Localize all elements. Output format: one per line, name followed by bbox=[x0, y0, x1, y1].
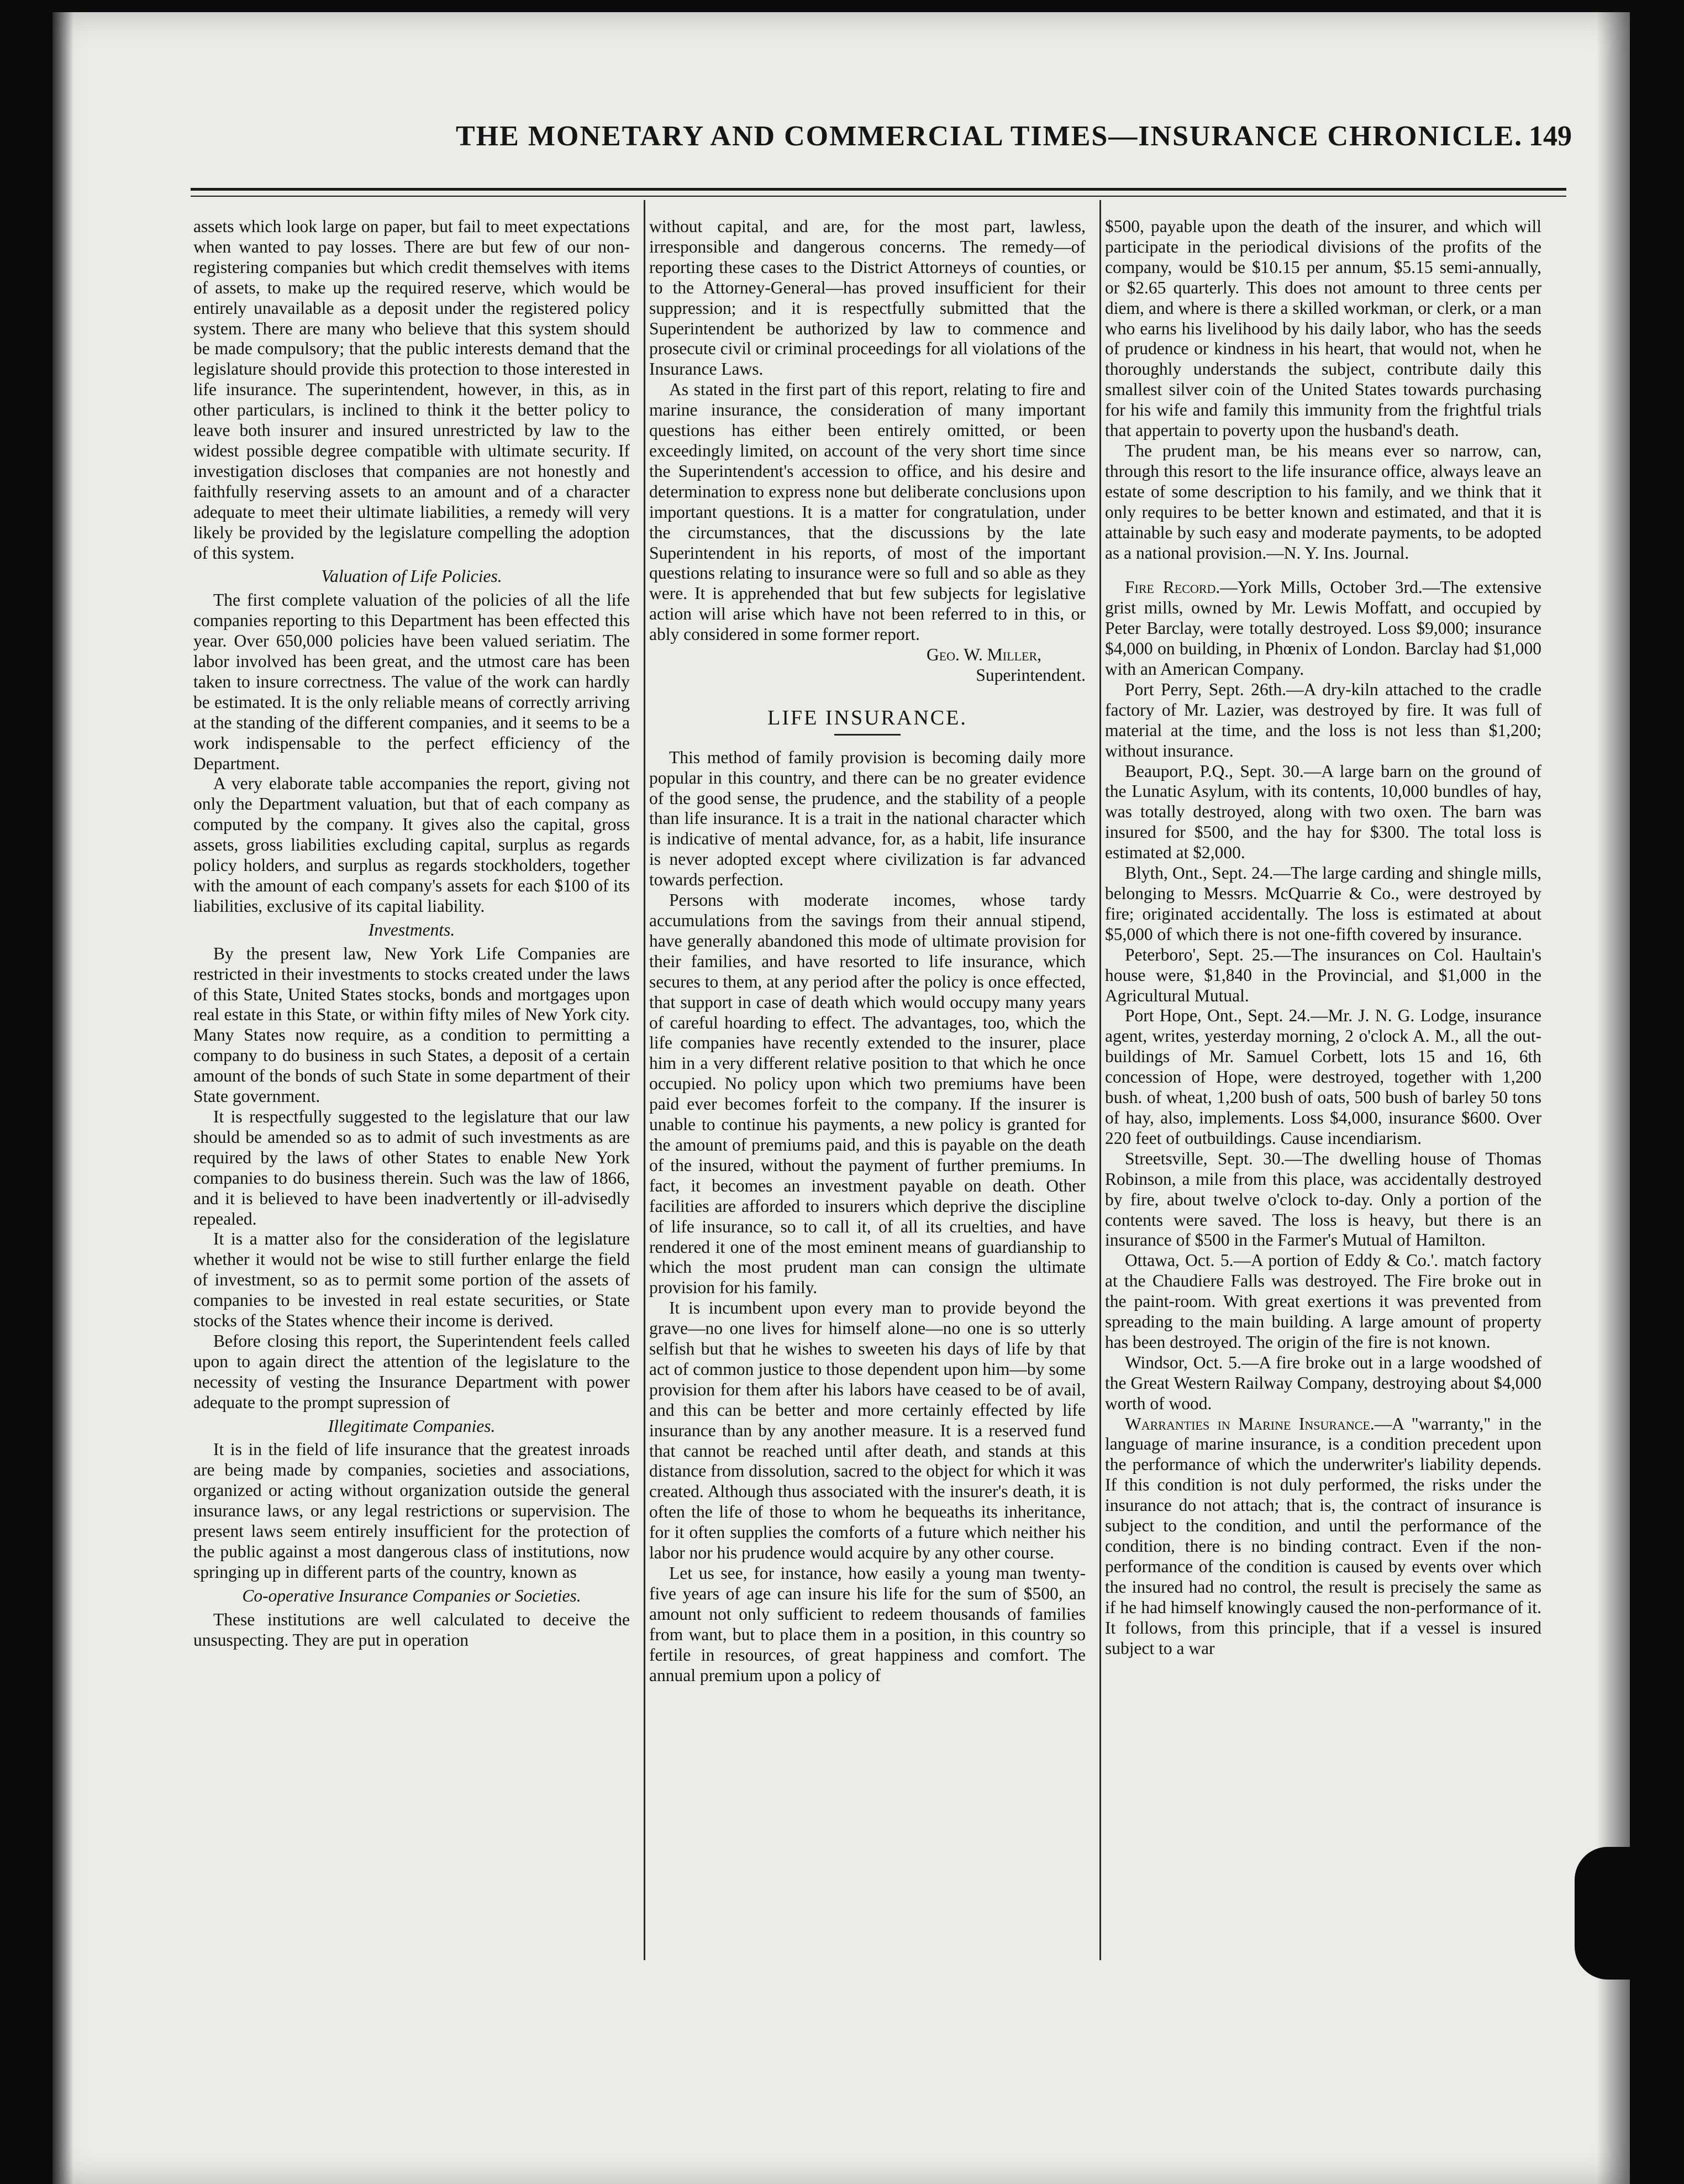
subheading: Co-operative Insurance Companies or Societies. bbox=[242, 1586, 581, 1605]
paragraph: Persons with moderate incomes, whose tardy accumulations from the savings from their annual stipend, have generally abandoned this mode of ultimate provision for their families, and have resorted to life insurance, which secures to them, at any period after the policy is once effected, that support in case of death which would occupy many years of careful hoarding to effect. The advantages, too, which the life companies have recently extended to the insurer, place him in a very different relative position to that which he once occupied. No policy upon which two premiums have been paid ever becomes forfeit to the company. If the insurer is unable to continue his payments, a new policy is granted for the amount of premiums paid, and this is payable on the death of the insured, without the payment of further premiums. In fact, it becomes an investment payable on death. Other facilities are afforded to insurers which deprive the discipline of life insurance, so to call it, of all its cruelties, and have rendered it one of the most eminent means of guardianship to which the most prudent man can consign the ultimate provision for his family. bbox=[649, 890, 1086, 1298]
running-title: THE MONETARY AND COMMERCIAL TIMES—INSURANCE CHRONICLE. bbox=[456, 120, 1523, 152]
page-number: 149 bbox=[1529, 120, 1572, 152]
column-3 bbox=[1105, 217, 1541, 1935]
paragraph: Peterboro', Sept. 25.—The insurances on Col. Haultain's house were, $1,840 in the Provincial, and $1,000 in the Agricultural Mutual. bbox=[1105, 944, 1541, 1005]
fire-record-lead: Fire Record. bbox=[1125, 578, 1220, 597]
paragraph: Windsor, Oct. 5.—A fire broke out in a large woodshed of the Great Western Railway Company, destroying about $4,000 worth of wood. bbox=[1105, 1352, 1541, 1413]
paragraph: Before closing this report, the Superintendent feels called upon to again direct the attention of the legislature to the necessity of vesting the Insurance Department with power adequate to the prompt supression of bbox=[193, 1331, 630, 1412]
paragraph: These institutions are well calculated to deceive the unsuspecting. They are put in operation bbox=[193, 1609, 630, 1650]
paragraph: assets which look large on paper, but fail to meet expectations when wanted to pay losses. There are but few of our non-registering companies but which credit themselves with items of assets, to make up the required reserve, which would be entirely unavailable as a deposit under the registered policy system. There are many who believe that this system should be made compulsory; that the public interests demand that the legislature should provide this protection to those interested in life insurance. The superintendent, however, in this, as in other particulars, is inclined to think it the better policy to leave both insurer and insured unrestricted by law to the widest possible degree compatible with ultimate security. If investigation discloses that companies are not honestly and faithfully reserving assets to an amount and of a character adequate to meet their ultimate liabilities, a remedy will very likely be provided by the legislature compelling the adoption of this system. bbox=[193, 217, 630, 563]
paragraph: Let us see, for instance, how easily a young man twenty-five years of age can insure his life for the sum of $500, an amount not only sufficient to redeem thousands of families from want, but to place them in a position, in this country so fertile in resources, of great happiness and comfort. The annual premium upon a policy of bbox=[649, 1563, 1086, 1685]
paragraph: The first complete valuation of the policies of all the life companies reporting to this Department has been effected this year. Over 650,000 policies have been valued seriatim. The labor involved has been great, and the utmost care has been taken to insure correctness. The value of the work can hardly be estimated. It is the only reliable means of correctly arriving at the standing of the different companies, and it seems to be a work indispensable to the perfect efficiency of the Department. bbox=[193, 590, 630, 773]
paragraph: without capital, and are, for the most part, lawless, irresponsible and dangerous concerns. The remedy—of reporting these cases to the District Attorneys of counties, or to the Attorney-General—has proved insufficient for their suppression; and it is respectfully submitted that the Superintendent be authorized by law to commence and prosecute civil or criminal proceedings for all violations of the Insurance Laws. bbox=[649, 217, 1086, 379]
section-title: LIFE INSURANCE. bbox=[767, 706, 967, 729]
paragraph: Ottawa, Oct. 5.—A portion of Eddy & Co.'. match factory at the Chaudiere Falls was destroyed. The Fire broke out in the paint-room. With great exertions it was prevented from spreading to the main building. A large amount of property has been destroyed. The origin of the fire is not known. bbox=[1105, 1251, 1541, 1352]
paragraph: It is respectfully suggested to the legislature that our law should be amended so as to admit of such investments as are required by the laws of other States to enable New York companies to do business therein. Such was the law of 1866, and it is believed to have been inadvertently or ill-advisedly repealed. bbox=[193, 1106, 630, 1229]
paragraph: It is a matter also for the consideration of the legislature whether it would not be wise to still further enlarge the field of investment, so as to permit some portion of the assets of companies to be invested in real estate securities, or State stocks of the States whence their income is derived. bbox=[193, 1229, 630, 1331]
signature-name-text: Geo. W. Miller, bbox=[926, 645, 1041, 665]
paragraph: Streetsville, Sept. 30.—The dwelling house of Thomas Robinson, a mile from this place, was accidentally destroyed by fire, about twelve o'clock to-day. Only a portion of the contents were saved. The loss is heavy, but there is an insurance of $500 in the Farmer's Mutual of Hamilton. bbox=[1105, 1148, 1541, 1250]
paragraph: It is in the field of life insurance that the greatest inroads are being made by companies, societies and associations, organized or acting without organization outside the general insurance laws, or any legal restrictions or supervision. The present laws seem entirely insufficient for the protection of the public against a most dangerous class of institutions, now springing up in different parts of the country, known as bbox=[193, 1440, 630, 1582]
signature-title-text: Superintendent. bbox=[976, 665, 1086, 685]
section-rule bbox=[834, 734, 901, 736]
warranties-text: —A "warranty," in the language of marine insurance, is a condition precedent upon the performance of which the underwriter's liability depends. If this condition is not duly performed, the risks under the insurance do not attach; that is, the contract of insurance is subject to the condition, and until the performance of the condition, there is no binding contract. Even if the non-performance of the condition is caused by events over which the insured had no control, the result is precisely the same as if he had himself knowingly caused the non-performance of it. It follows, from this principle, that if a vessel is insured subject to a war bbox=[1105, 1414, 1541, 1658]
warranties-lead: Warranties in Marine Insurance. bbox=[1125, 1414, 1375, 1434]
column-1 bbox=[193, 217, 630, 1935]
header-rule bbox=[191, 188, 1566, 191]
paragraph: The prudent man, be his means ever so narrow, can, through this resort to the life insurance office, always leave an estate of some description to his family, and we think that it only requires to be better known and estimated, and that it is attainable by such easy and moderate payments, to be adopted as a national provision.—N. Y. Ins. Journal. bbox=[1105, 440, 1541, 563]
paragraph: Port Hope, Ont., Sept. 24.—Mr. J. N. G. Lodge, insurance agent, writes, yesterday morning, 2 o'clock A. M., all the out-buildings of Mr. Samuel Corbett, lots 15 and 16, 6th concession of Hope, were destroyed, together with 1,200 bush. of wheat, 1,200 bush of oats, 500 bush of barley 50 tons of hay, also, implements. Loss $4,000, insurance $600. Over 220 feet of outbuildings. Cause incendiarism. bbox=[1105, 1006, 1541, 1148]
subheading: Valuation of Life Policies. bbox=[321, 566, 502, 586]
paragraph: Port Perry, Sept. 26th.—A dry-kiln attached to the cradle factory of Mr. Lazier, was destroyed by fire. It was full of material at the time, and the loss is not less than $1,200; without insurance. bbox=[1105, 679, 1541, 760]
warranties-item bbox=[1105, 1414, 1541, 1659]
subheading: Investments. bbox=[368, 920, 455, 939]
paragraph: It is incumbent upon every man to provide beyond the grave—no one lives for himself alone—no one is so utterly selfish but that he wishes to sweeten his days of life by that act of common justice to those dependent upon him—by some provision for them after his labors have ceased to be of avail, and this can be better and more certainly effected by life insurance than by any another measure. It is a reserved fund that cannot be reached until after death, and stands at this distance from dissolution, sacred to the object for which it was created. Although thus associated with the insurer's death, it is often the life of those to whom he bequeaths its inheritance, for it often supplies the comforts of a future which neither his labor nor his prudence would acquire by any other course. bbox=[649, 1298, 1086, 1563]
column-2 bbox=[649, 217, 1086, 1935]
scanner-thumb bbox=[1575, 1847, 1630, 1980]
paragraph: Beauport, P.Q., Sept. 30.—A large barn on the ground of the Lunatic Asylum, with its contents, 10,000 bundles of hay, was totally destroyed, along with two oxen. The barn was insured for $500, and the hay for $300. The total loss is estimated at $2,000. bbox=[1105, 761, 1541, 863]
paragraph: This method of family provision is becoming daily more popular in this country, and there can be no greater evidence of the good sense, the prudence, and the stability of a people than life insurance. It is a trait in the national character which is indicative of mental advance, for, as a habit, life insurance is never adopted except where civilization is far advanced towards perfection. bbox=[649, 747, 1086, 890]
column-divider bbox=[1099, 200, 1101, 1960]
paragraph: $500, payable upon the death of the insurer, and which will participate in the periodical divisions of the profits of the company, would be $10.15 per annum, $5.15 semi-annually, or $2.65 quarterly. This does not amount to three cents per diem, and where is there a skilled workman, or clerk, or a man who earns his livelihood by his daily labor, who has the seeds of prudence or kindness in his heart, that would not, when he thoroughly understands the subject, contribute daily this smallest silver coin of the United States towards purchasing for his wife and family this immunity from the frightful trials that appertain to poverty upon the husband's death. bbox=[1105, 217, 1541, 440]
paragraph: Blyth, Ont., Sept. 24.—The large carding and shingle mills, belonging to Messrs. McQuarrie & Co., were destroyed by fire; originated accidentally. The loss is estimated at about $5,000 of which there is not one-fifth covered by insurance. bbox=[1105, 863, 1541, 944]
header-rule-thin bbox=[191, 196, 1566, 197]
signature-name bbox=[649, 645, 1086, 665]
paragraph: A very elaborate table accompanies the report, giving not only the Department valuation, but that of each company as computed by the company. It gives also the capital, gross assets, gross liabilities excluding capital, surplus as regards policy holders, and surplus as regards stockholders, together with the amount of each company's assets for each $100 of its liabilities, exclusive of its capital liability. bbox=[193, 774, 630, 916]
page-header bbox=[180, 120, 1572, 164]
subheading: Illegitimate Companies. bbox=[328, 1416, 496, 1436]
fire-record-text: —York Mills, October 3rd.—The extensive grist mills, owned by Mr. Lewis Moffatt, and occupied by Peter Barclay, were totally destroyed. Loss $9,000; insurance $4,000 on building, in Phœnix of London. Barclay had $1,000 with an American Company. bbox=[1105, 578, 1541, 679]
column-divider bbox=[644, 200, 645, 1960]
paragraph: By the present law, New York Life Companies are restricted in their investments to stocks created under the laws of this State, United States stocks, bonds and mortgages upon real estate in this State, or within fifty miles of New York city. Many States now require, as a condition to permitting a company to do business in such States, a deposit of a certain amount of the bonds of such State in some department of their State government. bbox=[193, 943, 630, 1106]
fire-record bbox=[1105, 578, 1541, 680]
binding-shadow bbox=[52, 12, 73, 2184]
signature-title bbox=[649, 665, 1086, 686]
newspaper-page bbox=[52, 12, 1630, 2184]
paragraph: As stated in the first part of this report, relating to fire and marine insurance, the consideration of many important questions has either been entirely omitted, or been exceedingly limited, on account of the very short time since the Superintendent's accession to office, and his desire and determination to express none but deliberate conclusions upon important questions. It is a matter for congratulation, under the circumstances, that the discussions by the late Superintendent in his reports, of most of the important questions relating to insurance were so full and so able as they were. It is apprehended that but few subjects for legislative action will arise which have not been referred to in this, or ably considered in some former report. bbox=[649, 380, 1086, 644]
